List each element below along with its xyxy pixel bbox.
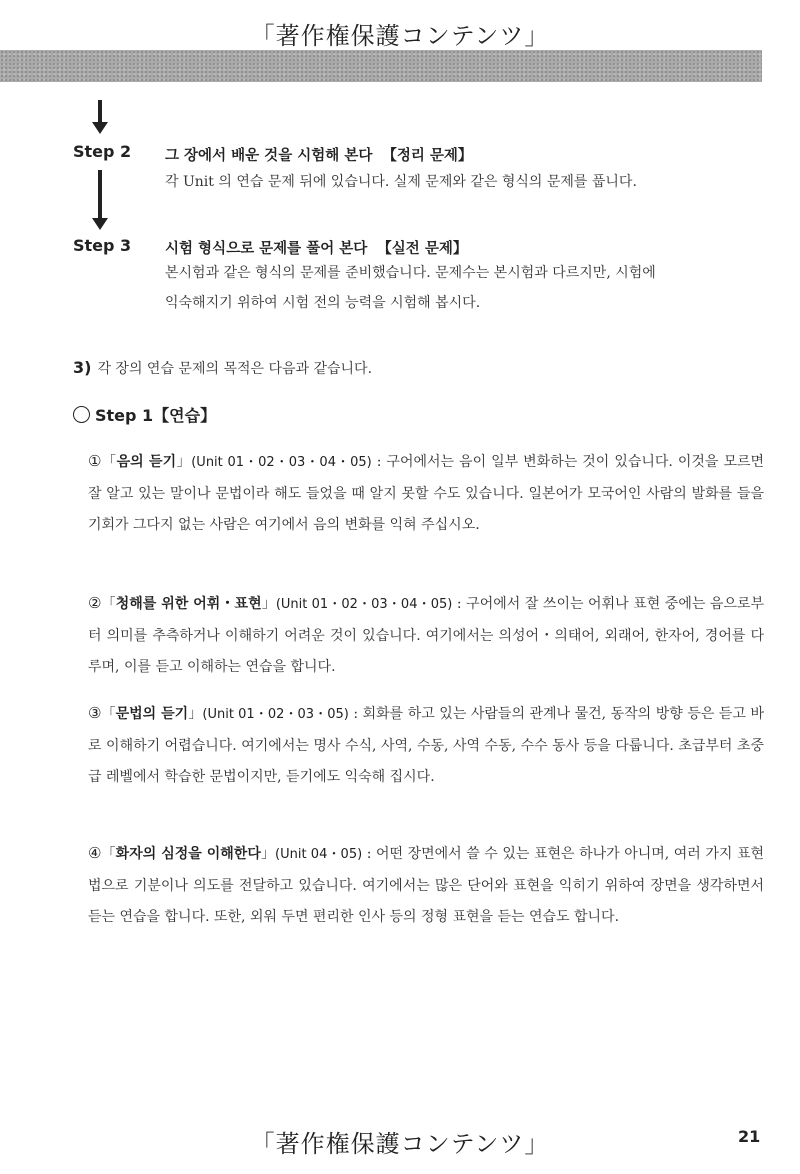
section-number: 3): [73, 358, 92, 377]
step-2-heading: [165, 144, 472, 165]
practice-item: [88, 588, 764, 684]
item-title: 청해를 위한 어휘・표현: [115, 596, 262, 612]
item-body: : 구어에서 잘 쓰이는 어휘나 표현 중에는 음으로부터 의미를 추측하거나 이해하기 어려운 것이 있습니다. 여기에서는 의성어・의태어, 외래어, 한자어, 경어를 다루며, 이를 듣고 이해하는 연습을 합니다.: [88, 596, 765, 675]
practice-item: [88, 698, 764, 794]
item-units: (Unit 04・05): [275, 847, 363, 862]
step-3-line: 본시험과 같은 형식의 문제를 준비했습니다. 문제수는 본시험과 다르지만, 시험에: [165, 265, 656, 281]
item-body: : 어떤 장면에서 쓸 수 있는 표현은 하나가 아니며, 여러 가지 표현법으로 기분이나 의도를 전달하고 있습니다. 여기에서는 많은 단어와 표현을 익히기 위하여 장면을 생각하면서 듣는 연습을 합니다. 또한, 외워 두면 편리한 인사 등의 정형 표현을 듣는 연습도 합니다.: [88, 846, 765, 925]
header-title: 「著作権保護コンテンツ」: [250, 22, 550, 50]
quote-open: 「: [101, 846, 116, 862]
item-marker: ④: [88, 844, 102, 862]
step-3-line: 익숙해지기 위하여 시험 전의 능력을 시험해 봅시다.: [165, 295, 481, 311]
arrow-down-icon: [92, 170, 108, 232]
item-marker: ③: [88, 704, 102, 722]
quote-close: 」: [260, 846, 276, 862]
quote-open: 「: [101, 596, 116, 612]
step-3-description: [165, 258, 765, 318]
item-title: 문법의 듣기: [115, 706, 189, 722]
item-units: (Unit 01・02・03・04・05): [275, 597, 453, 612]
step-3-heading-text: 시험 형식으로 문제를 풀어 본다: [165, 241, 368, 257]
item-marker: ①: [88, 452, 103, 470]
step-1-title: [73, 403, 216, 426]
item-title: 음의 듣기: [116, 454, 177, 470]
circle-bullet-icon: [73, 406, 90, 423]
step-2-label: Step 2: [73, 142, 132, 161]
item-title: 화자의 심정을 이해한다: [115, 846, 261, 862]
quote-close: 」: [176, 454, 192, 470]
step-3-label: Step 3: [73, 236, 132, 255]
page-number: 21: [738, 1127, 761, 1146]
item-marker: ②: [88, 594, 102, 612]
quote-close: 」: [188, 706, 203, 722]
item-units: (Unit 01・02・03・05): [202, 707, 349, 722]
step-3-tag: 【실전 문제】: [377, 241, 468, 257]
step-2-description: [165, 167, 765, 197]
quote-open: 「: [102, 454, 117, 470]
step-2-heading-text: 그 장에서 배운 것을 시험해 본다: [165, 148, 373, 164]
arrow-down-icon: [92, 100, 108, 136]
step-2-tag: 【정리 문제】: [382, 148, 473, 164]
quote-close: 」: [261, 596, 276, 612]
footer-title: 「著作権保護コンテンツ」: [250, 1130, 550, 1158]
step-2-line: 각 Unit 의 연습 문제 뒤에 있습니다. 실제 문제와 같은 형식의 문제를 풉니다.: [165, 174, 637, 190]
step-3-heading: [165, 237, 467, 258]
header-banner: [0, 50, 762, 82]
practice-item: [88, 838, 764, 934]
practice-item: [88, 446, 764, 542]
section-3-text: 각 장의 연습 문제의 목적은 다음과 같습니다.: [97, 361, 373, 377]
item-body: : 회화를 하고 있는 사람들의 관계나 물건, 동작의 방향 등은 듣고 바로 이해하기 어렵습니다. 여기에서는 명사 수식, 사역, 수동, 사역 수동, 수수 동사 등을 다룹니다. 초급부터 초중급 레벨에서 학습한 문법이지만, 듣기에도 익숙해 집시다.: [88, 706, 764, 785]
item-units: (Unit 01・02・03・04・05): [191, 455, 372, 470]
item-body: : 구어에서는 음이 일부 변화하는 것이 있습니다. 이것을 모르면 잘 알고 있는 말이나 문법이라 해도 들었을 때 알지 못할 수도 있습니다. 일본어가 모국어인 사람의 발화를 들을 기회가 그다지 없는 사람은 여기에서 음의 변화를 익혀 주십시오.: [88, 454, 765, 533]
section-3-intro: [73, 358, 372, 378]
quote-open: 「: [101, 706, 116, 722]
step-1-title-text: Step 1【연습】: [95, 406, 217, 425]
